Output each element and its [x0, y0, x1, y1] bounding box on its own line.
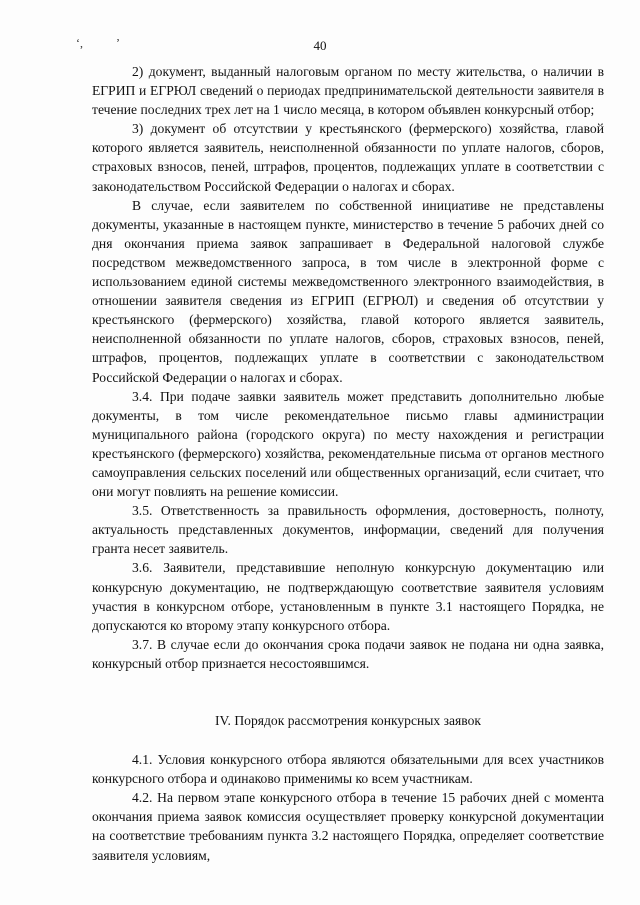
paragraph-3-4: 3.4. При подаче заявки заявитель может представить дополнительно любые документы, в том числе рекомендательное письмо главы администрации муниципального района (городского округа) по месту нахождения и регистрации крестьянского (фермерского) хозяйства, рекомендательные письма от органов местного самоуправления сельских поселений или общественных организаций, если считает, что они могут повлиять на решение комиссии.: [92, 388, 604, 500]
page-number: 40: [313, 38, 327, 53]
scan-mark-left: ʻ,: [76, 36, 83, 50]
paragraph-request-info: В случае, если заявителем по собственной инициативе не представлены документы, указанные в настоящем пункте, министерство в течение 5 рабочих дней со дня окончания приема заявок запрашивает в Федеральной налоговой службе посредством межведомственного запроса, в том числе в электронной форме с использованием единой системы межведомственного электронного взаимодействия, в отношении заявителя сведения из ЕГРИП (ЕГРЮЛ) и сведения об отсутствии у крестьянского (фермерского) хозяйства, главой которого является заявитель, неисполненной обязанности по уплате налогов, сборов, страховых взносов, пеней, штрафов, процентов, подлежащих уплате в соответствии с законодательством Российской Федерации о налогах и сборах.: [92, 197, 604, 385]
document-body: [92, 62, 604, 865]
section-heading: IV. Порядок рассмотрения конкурсных заявок: [214, 713, 482, 728]
paragraph-3-7: 3.7. В случае если до окончания срока подачи заявок не подана ни одна заявка, конкурсный отбор признается несостоявшимся.: [92, 636, 604, 671]
paragraph-item-2: 2) документ, выданный налоговым органом по месту жительства, о наличии в ЕГРИП и ЕГРЮЛ сведений о периодах предпринимательской деятельности заявителя в течение последних трех лет на 1 число месяца, в котором объявлен конкурсный отбор;: [92, 64, 604, 118]
paragraph-3-6: 3.6. Заявители, представившие неполную конкурсную документацию или конкурсную документацию, не подтверждающую соответствие заявителя условиям участия в конкурсном отборе, установленным в пункте 3.1 настоящего Порядка, не допускаются ко второму этапу конкурсного отбора.: [92, 560, 604, 633]
paragraph-item-3: 3) документ об отсутствии у крестьянского (фермерского) хозяйства, главой которого является заявитель, неисполненной обязанности по уплате налогов, сборов, страховых взносов, пеней, штрафов, процентов, подлежащих уплате в соответствии с законодательством Российской Федерации о налогах и сборах.: [92, 121, 604, 194]
paragraph-4-1: 4.1. Условия конкурсного отбора являются обязательными для всех участников конкурсного отбора и одинаково применимы ко всем участникам.: [92, 752, 604, 787]
paragraph-3-5: 3.5. Ответственность за правильность оформления, достоверность, полноту, актуальность представленных документов, информации, сведений для получения гранта несет заявитель.: [92, 503, 604, 557]
paragraph-4-2: 4.2. На первом этапе конкурсного отбора в течение 15 рабочих дней с момента окончания приема заявок комиссия осуществляет проверку конкурсной документации на соответствие требованиям пункта 3.2 настоящего Порядка, определяет соответствие заявителя условиям,: [92, 790, 604, 863]
scan-mark-right: ʼ: [116, 36, 120, 50]
